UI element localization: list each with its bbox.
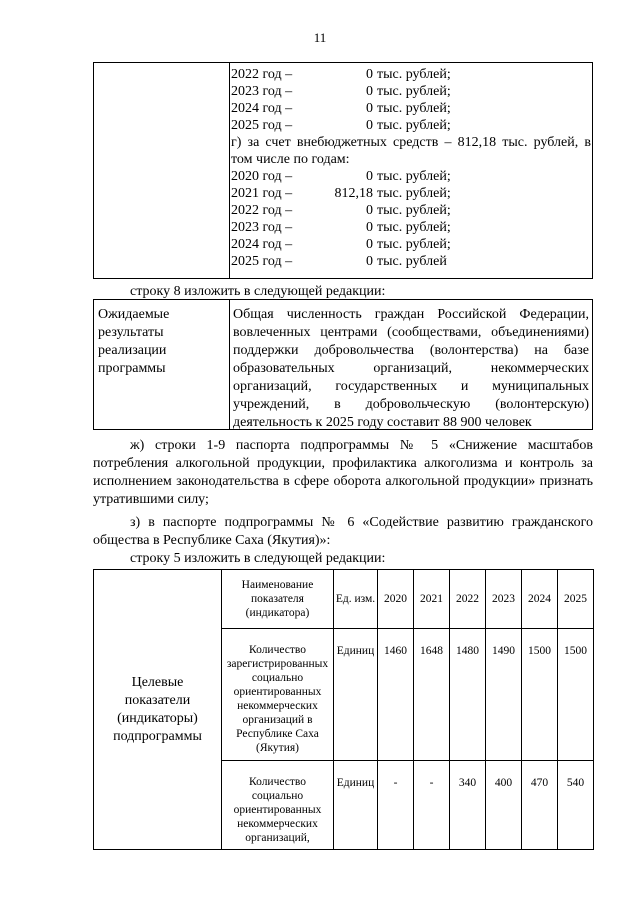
year-unit: тыс. рублей; bbox=[377, 203, 451, 218]
year-year: 2022 год – bbox=[231, 203, 293, 218]
indicators-header-row bbox=[94, 570, 594, 629]
indicator-value: 470 bbox=[522, 761, 558, 850]
indicator-value: 1648 bbox=[414, 629, 450, 761]
indicators-table bbox=[93, 569, 594, 850]
indicator-value: 1490 bbox=[486, 629, 522, 761]
indicator-value: 1460 bbox=[378, 629, 414, 761]
header-year: 2023 bbox=[486, 570, 522, 629]
indicator-unit: Единиц bbox=[334, 629, 378, 761]
header-unit: Ед. изм. bbox=[334, 570, 378, 629]
year-value: 812,18 bbox=[334, 186, 373, 201]
year-line bbox=[231, 185, 591, 202]
caption-row-8: строку 8 изложить в следующей редакции: bbox=[130, 284, 386, 299]
year-value: 0 bbox=[366, 67, 373, 82]
year-year: 2021 год – bbox=[231, 186, 293, 201]
indicator-value: 1500 bbox=[522, 629, 558, 761]
year-line bbox=[231, 219, 591, 236]
year-unit: тыс. рублей bbox=[377, 254, 447, 269]
year-value: 0 bbox=[366, 169, 373, 184]
year-year: 2023 год – bbox=[231, 84, 293, 99]
indicator-value: - bbox=[378, 761, 414, 850]
year-year: 2025 год – bbox=[231, 254, 293, 269]
year-value: 0 bbox=[366, 220, 373, 235]
indicator-value: - bbox=[414, 761, 450, 850]
paragraph-z: з) в паспорте подпрограммы № 6 «Содействие развитию гражданского общества в Республике Саха (Якутия)»: bbox=[93, 515, 593, 548]
indicator-value: 540 bbox=[558, 761, 594, 850]
year-year: 2025 год – bbox=[231, 118, 293, 133]
year-line bbox=[231, 236, 591, 253]
year-unit: тыс. рублей; bbox=[377, 118, 451, 133]
year-unit: тыс. рублей; bbox=[377, 186, 451, 201]
year-year: 2020 год – bbox=[231, 169, 293, 184]
year-value: 0 bbox=[366, 101, 373, 116]
year-value: 0 bbox=[366, 237, 373, 252]
year-unit: тыс. рублей; bbox=[377, 169, 451, 184]
year-unit: тыс. рублей; bbox=[377, 220, 451, 235]
expected-results-label-cell bbox=[94, 300, 230, 429]
year-unit: тыс. рублей; bbox=[377, 84, 451, 99]
year-unit: тыс. рублей; bbox=[377, 237, 451, 252]
year-unit: тыс. рублей; bbox=[377, 101, 451, 116]
indicator-unit: Единиц bbox=[334, 761, 378, 850]
year-year: 2022 год – bbox=[231, 67, 293, 82]
year-line bbox=[231, 202, 591, 219]
year-year: 2024 год – bbox=[231, 101, 293, 116]
funding-table-content-cell bbox=[231, 66, 591, 270]
funding-table bbox=[93, 62, 593, 279]
page-number: 11 bbox=[313, 30, 327, 45]
year-value: 0 bbox=[366, 118, 373, 133]
year-line bbox=[231, 83, 591, 100]
year-line bbox=[231, 253, 591, 270]
year-year: 2024 год – bbox=[231, 237, 293, 252]
expected-results-text: Общая численность граждан Российской Федерации, вовлеченных центрами (сообществами, объединениями) поддержки добровольчества (волонтерства) на базе образовательных организаций, некоммерческих организаций, государственных и муниципальных учреждений, в добровольческую (волонтерскую) деятельность к 2025 году составит 88 900 человек bbox=[233, 307, 589, 430]
header-year: 2021 bbox=[414, 570, 450, 629]
year-line bbox=[231, 168, 591, 185]
header-year: 2024 bbox=[522, 570, 558, 629]
year-value: 0 bbox=[366, 254, 373, 269]
header-year: 2025 bbox=[558, 570, 594, 629]
header-year: 2022 bbox=[450, 570, 486, 629]
expected-results-label: Ожидаемые результаты реализации программы bbox=[98, 307, 170, 376]
year-value: 0 bbox=[366, 203, 373, 218]
funding-table-label-cell bbox=[94, 63, 230, 278]
year-line bbox=[231, 100, 591, 117]
indicator-name: Количество социально ориентированных некоммерческих организаций, bbox=[222, 761, 334, 850]
year-line bbox=[231, 66, 591, 83]
extrabudget-paragraph: г) за счет внебюджетных средств – 812,18 тыс. рублей, в том числе по годам: bbox=[231, 135, 591, 167]
indicator-name: Количество зарегистрированных социально ориентированных некоммерческих организаций в Республике Саха (Якутия) bbox=[222, 629, 334, 761]
header-year: 2020 bbox=[378, 570, 414, 629]
indicators-row-label: Целевые показатели (индикаторы) подпрограммы bbox=[94, 570, 222, 850]
indicator-value: 400 bbox=[486, 761, 522, 850]
paragraph-zh: ж) строки 1-9 паспорта подпрограммы № 5 «Снижение масштабов потребления алкогольной продукции, профилактика алкоголизма и контроль за исполнением законодательства в сфере оборота алкогольной продукции» признать утратившими силу; bbox=[93, 438, 593, 507]
year-year: 2023 год – bbox=[231, 220, 293, 235]
indicator-value: 1500 bbox=[558, 629, 594, 761]
indicator-value: 340 bbox=[450, 761, 486, 850]
year-line bbox=[231, 117, 591, 134]
expected-results-table bbox=[93, 299, 593, 430]
year-value: 0 bbox=[366, 84, 373, 99]
header-indicator-name: Наименование показателя (индикатора) bbox=[222, 570, 334, 629]
caption-row-5: строку 5 изложить в следующей редакции: bbox=[130, 551, 386, 566]
indicator-value: 1480 bbox=[450, 629, 486, 761]
year-unit: тыс. рублей; bbox=[377, 67, 451, 82]
